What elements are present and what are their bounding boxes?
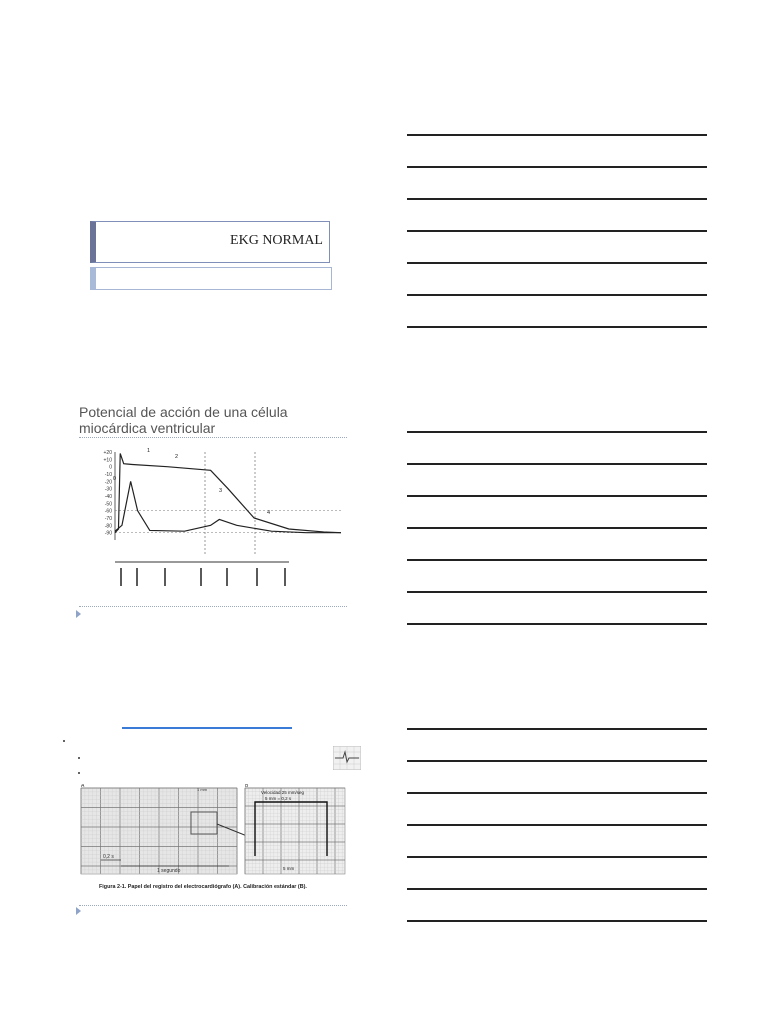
note-line bbox=[407, 591, 707, 593]
series-line bbox=[115, 453, 341, 532]
note-line bbox=[407, 134, 707, 136]
note-line bbox=[407, 294, 707, 296]
chart-grid bbox=[115, 452, 341, 556]
chart-y-ticks bbox=[104, 450, 113, 537]
ion-flux-arrows bbox=[121, 568, 285, 586]
note-line bbox=[407, 326, 707, 328]
panel-a-label: A bbox=[81, 784, 85, 789]
y-tick-label: -70 bbox=[104, 516, 112, 522]
slide-1-subtitle-box bbox=[90, 267, 332, 290]
note-line bbox=[407, 760, 707, 762]
velocity-label: Velocidad 25 mm/seg bbox=[261, 790, 305, 795]
bullet-dot-icon bbox=[78, 757, 80, 759]
five-mm-bottom-label: 5 mm bbox=[283, 866, 295, 871]
slide-2-title: Potencial de acción de una célula miocárdica ventricular bbox=[79, 404, 288, 436]
slide-3-bullet-icon bbox=[76, 907, 81, 915]
y-tick-label: 0 bbox=[109, 464, 112, 471]
figure-caption: Figura 2-1. Papel del registro del electrocardiógrafo (A). Calibración estándar (B). bbox=[99, 884, 307, 890]
one-second-label: 1 segundo bbox=[157, 868, 181, 874]
y-tick-label: +20 bbox=[103, 450, 112, 456]
note-line bbox=[407, 824, 707, 826]
slide-3-bottom-divider bbox=[79, 905, 347, 906]
note-line bbox=[407, 920, 707, 922]
y-tick-label: -20 bbox=[104, 479, 112, 486]
slide-1-title: EKG NORMAL bbox=[230, 233, 323, 248]
note-line bbox=[407, 431, 707, 433]
note-line bbox=[407, 463, 707, 465]
note-line bbox=[407, 623, 707, 625]
chart-series bbox=[115, 453, 341, 532]
phase-label: 1 bbox=[147, 448, 151, 454]
y-tick-label: -30 bbox=[104, 486, 112, 493]
slide-1-title-box bbox=[90, 221, 330, 263]
bullet-dot-icon bbox=[78, 772, 80, 774]
bullet-dot-icon bbox=[63, 740, 65, 742]
slide-3-title-underline bbox=[122, 727, 292, 729]
slide-2-bottom-divider bbox=[79, 606, 347, 607]
y-tick-label: -50 bbox=[104, 501, 112, 508]
slide-2-top-divider bbox=[79, 437, 347, 438]
ecg-paper-figure bbox=[79, 784, 347, 892]
y-tick-label: -80 bbox=[104, 523, 112, 530]
action-potential-chart bbox=[79, 440, 347, 602]
y-tick-label: -90 bbox=[104, 530, 112, 537]
note-line bbox=[407, 888, 707, 890]
note-line bbox=[407, 856, 707, 858]
slide-2-bullet-icon bbox=[76, 610, 81, 618]
phase-label: 3 bbox=[219, 488, 223, 494]
five-mm-time-label: 5 mm = 0,2 s bbox=[265, 796, 292, 801]
note-line bbox=[407, 230, 707, 232]
phase-label: 4 bbox=[267, 510, 271, 516]
note-line bbox=[407, 728, 707, 730]
note-line bbox=[407, 792, 707, 794]
note-line bbox=[407, 527, 707, 529]
ecg-paper-panel-a bbox=[81, 784, 247, 874]
note-line bbox=[407, 559, 707, 561]
note-line bbox=[407, 262, 707, 264]
note-line bbox=[407, 198, 707, 200]
y-tick-label: -60 bbox=[104, 508, 112, 515]
phase-label: 0 bbox=[113, 476, 117, 482]
note-line bbox=[407, 495, 707, 497]
y-tick-label: -10 bbox=[104, 472, 112, 478]
phase-label: 2 bbox=[175, 454, 179, 460]
panel-b-label: B bbox=[245, 784, 249, 789]
note-line bbox=[407, 166, 707, 168]
y-tick-label: +10 bbox=[103, 457, 112, 464]
scale-02s-label: 0,2 s bbox=[103, 854, 114, 860]
ecg-paper-panel-b bbox=[245, 784, 345, 874]
y-tick-label: -40 bbox=[104, 494, 112, 500]
small-ecg-thumbnail bbox=[333, 746, 361, 770]
one-mm-label: 1 mm bbox=[197, 787, 207, 792]
